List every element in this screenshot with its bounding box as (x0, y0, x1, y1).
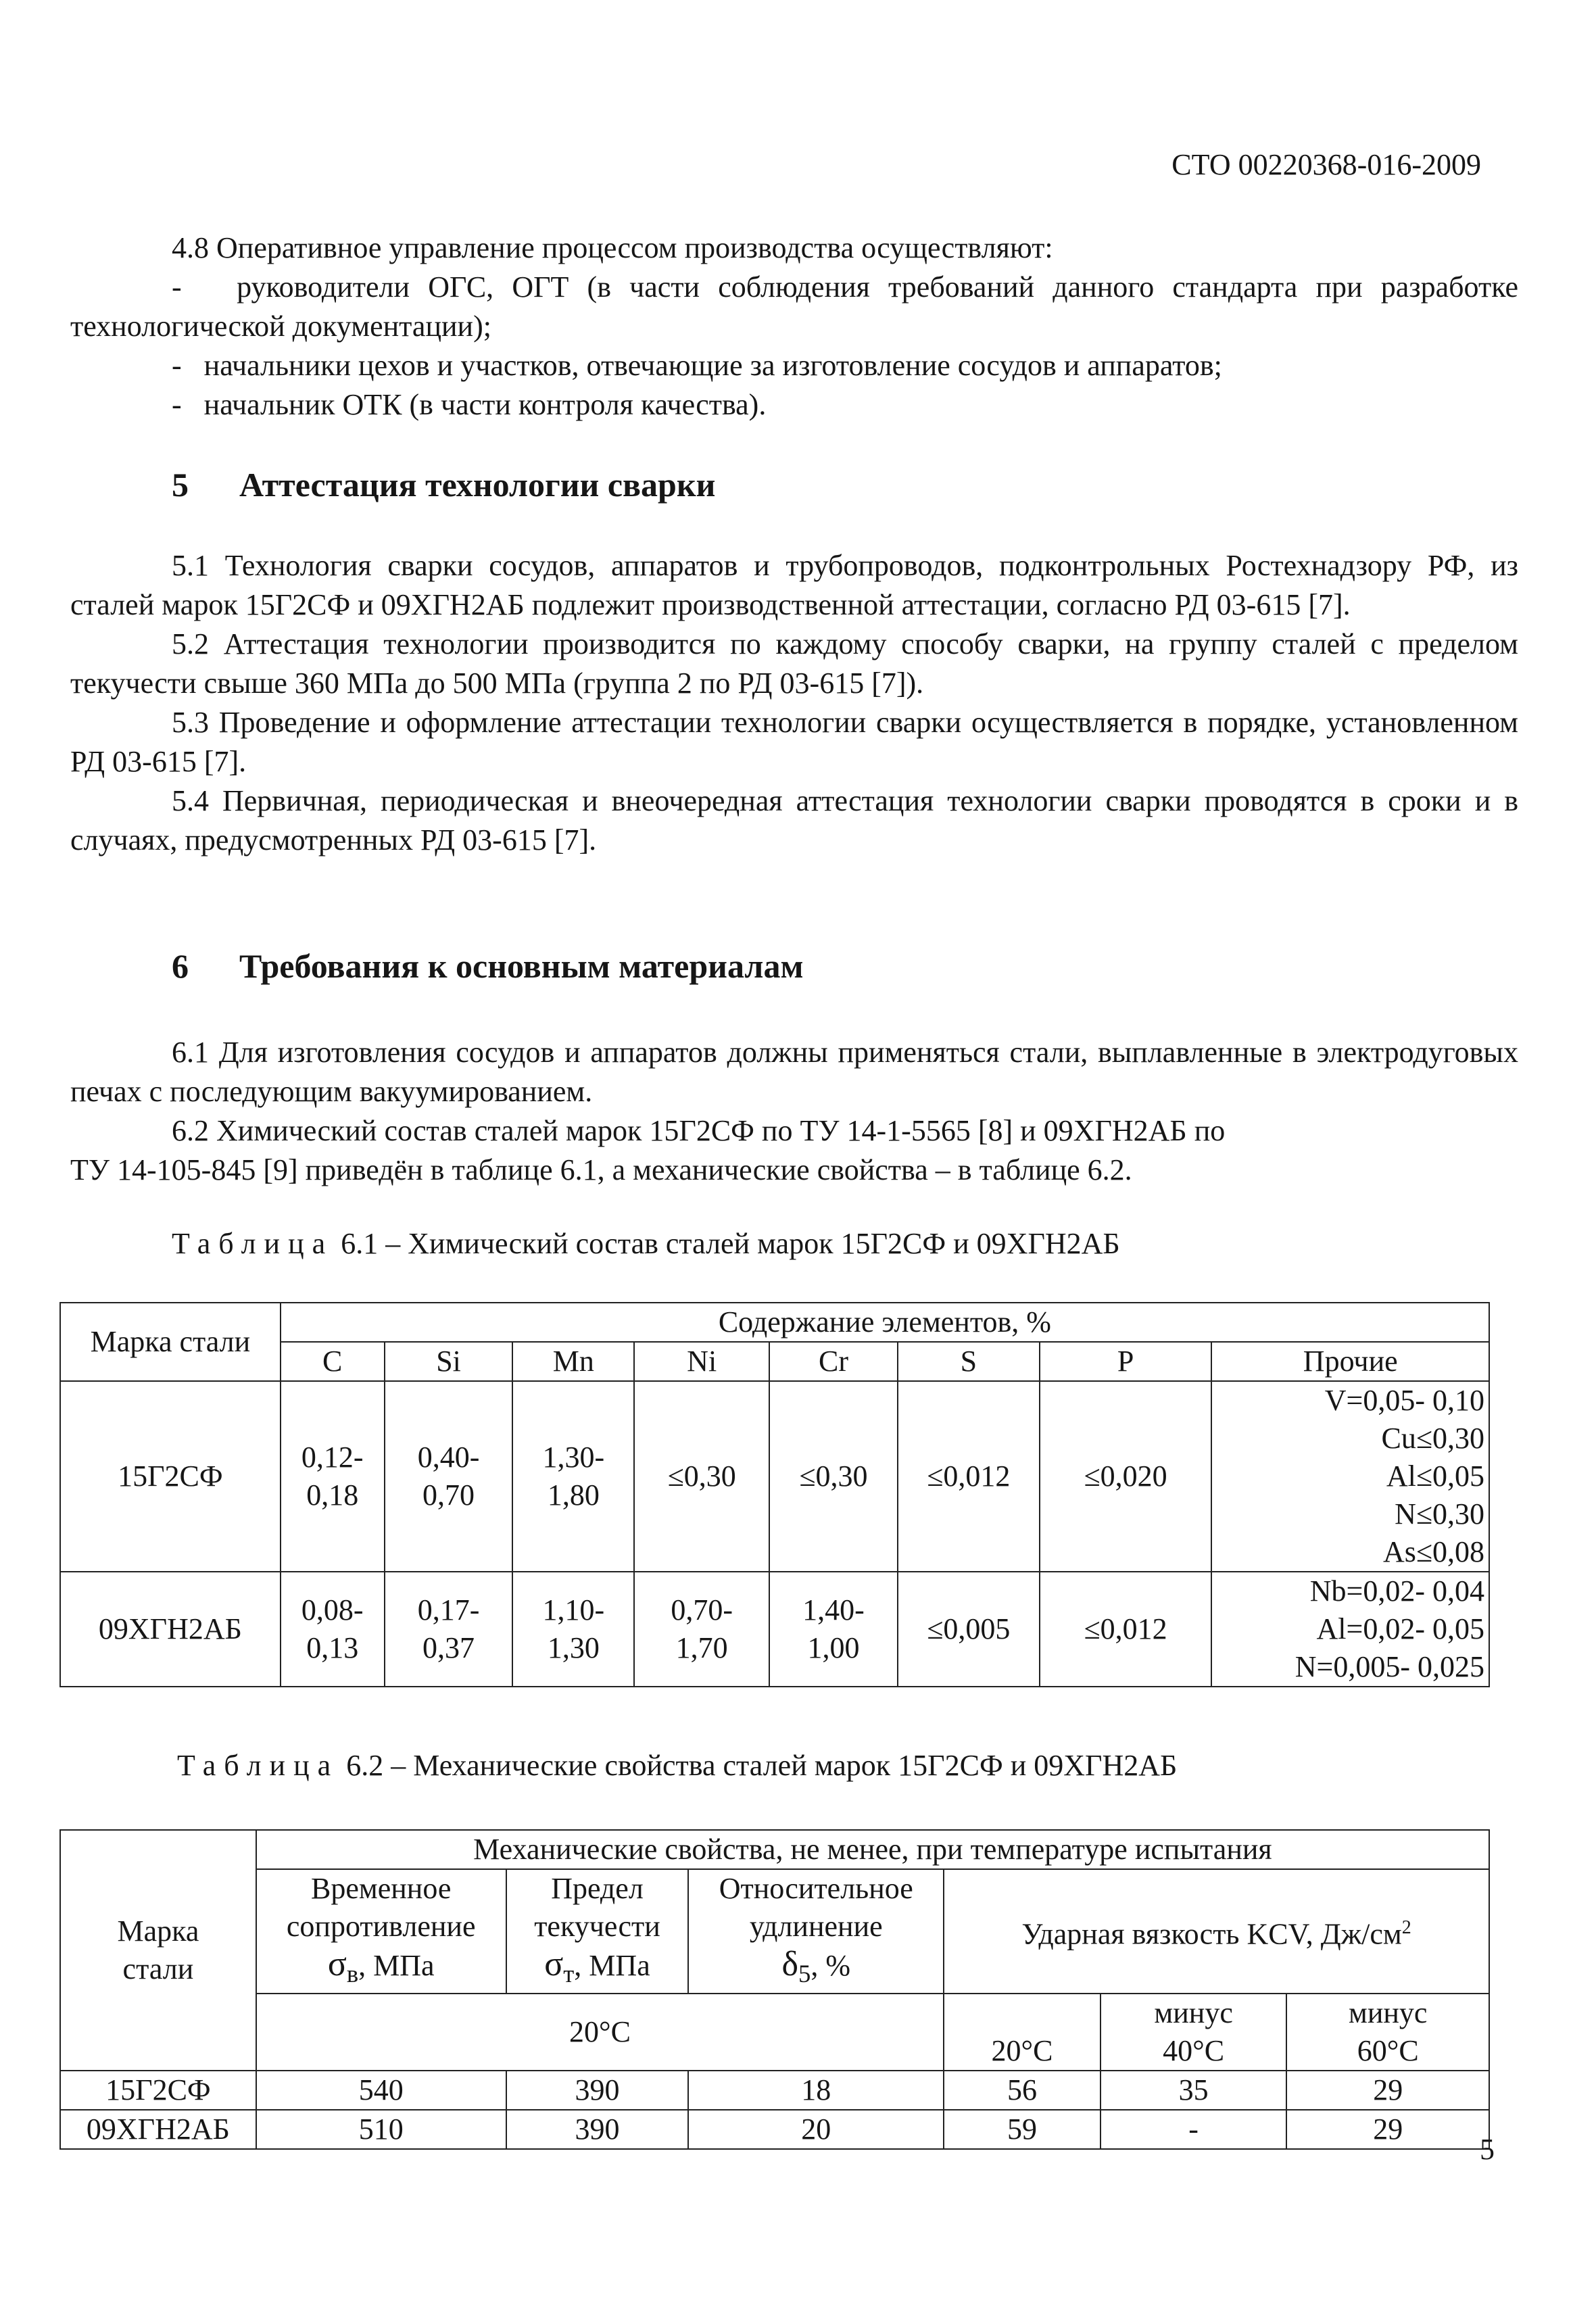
cell-tensile: 510 (256, 2110, 506, 2149)
list-item: - начальник ОТК (в части контроля качества). (172, 388, 767, 421)
column-header-other: Прочие (1211, 1342, 1489, 1381)
cell-grade: 15Г2СФ (60, 2071, 256, 2110)
column-header-grade: Марка стали (60, 1303, 281, 1381)
cell-elongation: 20 (688, 2110, 944, 2149)
column-header-s: S (898, 1342, 1040, 1381)
group-header-composition: Содержание элементов, % (281, 1303, 1489, 1342)
cell-s: ≤0,012 (898, 1381, 1040, 1572)
column-header-ni: Ni (634, 1342, 769, 1381)
cell-elongation: 18 (688, 2071, 944, 2110)
temp-header-20: 20°С (944, 1994, 1101, 2071)
temp-header-minus-60: минус 60°С (1286, 1994, 1489, 2071)
paragraph: 6.1 Для изготовления сосудов и аппаратов должны применяться стали, выплавленные в электродуговых печах с последующим вакуумированием. (70, 1036, 1518, 1108)
cell-p: ≤0,020 (1040, 1381, 1212, 1572)
cell-cr: 1,40- 1,00 (769, 1572, 898, 1687)
paragraph: 6.2 Химический состав сталей марок 15Г2СФ по ТУ 14-1-5565 [8] и 09ХГН2АБ по (172, 1114, 1226, 1147)
cell-s: ≤0,005 (898, 1572, 1040, 1687)
cell-yield: 390 (506, 2110, 689, 2149)
column-header-cr: Cr (769, 1342, 898, 1381)
cell-kcv-minus-40: - (1101, 2110, 1287, 2149)
temp-header-room: 20°С (256, 1994, 944, 2071)
cell-other: Nb=0,02- 0,04 Al=0,02- 0,05 N=0,005- 0,025 (1211, 1572, 1489, 1687)
cell-mn: 1,10- 1,30 (512, 1572, 634, 1687)
list-item: - руководители ОГС, ОГТ (в части соблюдения требований данного стандарта при разработке технологической документации); (70, 270, 1519, 343)
column-header-elongation: Относительное удлинение $\delta_5$, % (688, 1869, 944, 1994)
table-row (60, 1381, 1489, 1572)
paragraph: 5.1 Технология сварки сосудов, аппаратов и трубопроводов, подконтрольных Ростехнадзору РФ, из сталей марок 15Г2СФ и 09ХГН2АБ подлежит производственной аттестации, согласно РД 03-615 [7]. (70, 549, 1518, 621)
column-header-grade: Марка стали (60, 1830, 256, 2071)
cell-c: 0,12- 0,18 (281, 1381, 385, 1572)
cell-si: 0,17- 0,37 (385, 1572, 513, 1687)
cell-kcv-minus-40: 35 (1101, 2071, 1287, 2110)
cell-grade: 15Г2СФ (60, 1381, 281, 1572)
cell-grade: 09ХГН2АБ (60, 2110, 256, 2149)
column-header-si: Si (385, 1342, 513, 1381)
table-6-1 (59, 1302, 1490, 1687)
cell-cr: ≤0,30 (769, 1381, 898, 1572)
paragraph: ТУ 14-105-845 [9] приведён в таблице 6.1, а механические свойства – в таблице 6.2. (70, 1153, 1132, 1186)
column-header-yield: Предел текучести $\sigma_т$, МПа (506, 1869, 689, 1994)
cell-tensile: 540 (256, 2071, 506, 2110)
cell-si: 0,40- 0,70 (385, 1381, 513, 1572)
temp-header-minus-40: минус 40°С (1101, 1994, 1287, 2071)
table-6-2-caption: Таблица 6.2 – Механические свойства сталей марок 15Г2СФ и 09ХГН2АБ (177, 1749, 1178, 1782)
table-row (60, 2071, 1489, 2110)
table-row (60, 2110, 1489, 2149)
cell-yield: 390 (506, 2071, 689, 2110)
section-5-heading: 5 Аттестация технологии сварки (172, 466, 716, 504)
cell-ni: ≤0,30 (634, 1381, 769, 1572)
column-header-tensile: Временное сопротивление $\sigma_в$, МПа (256, 1869, 506, 1994)
document-code: СТО 00220368-016-2009 (1171, 148, 1481, 181)
cell-p: ≤0,012 (1040, 1572, 1212, 1687)
section-5-body (70, 546, 1518, 860)
section-4-8-intro: 4.8 Оперативное управление процессом производства осуществляют: (172, 231, 1053, 264)
column-header-mn: Mn (512, 1342, 634, 1381)
page-number: 5 (1480, 2133, 1495, 2166)
cell-kcv-minus-60: 29 (1286, 2071, 1489, 2110)
cell-kcv-20: 56 (944, 2071, 1101, 2110)
list-item: - начальники цехов и участков, отвечающие за изготовление сосудов и аппаратов; (172, 349, 1222, 382)
section-6-body (70, 1033, 1518, 1190)
column-header-c: C (281, 1342, 385, 1381)
cell-other: V=0,05- 0,10 Cu≤0,30 Al≤0,05 N≤0,30 As≤0,08 (1211, 1381, 1489, 1572)
paragraph: 5.4 Первичная, периодическая и внеочередная аттестация технологии сварки проводятся в сроки и в случаях, предусмотренных РД 03-615 [7]. (70, 784, 1518, 857)
cell-kcv-20: 59 (944, 2110, 1101, 2149)
column-header-p: P (1040, 1342, 1212, 1381)
column-header-impact: Ударная вязкость KCV, $Дж/см^2$ (944, 1869, 1489, 1994)
section-6-heading: 6 Требования к основным материалам (172, 947, 804, 985)
cell-kcv-minus-60: 29 (1286, 2110, 1489, 2149)
cell-ni: 0,70- 1,70 (634, 1572, 769, 1687)
table-row (60, 1572, 1489, 1687)
paragraph: 5.2 Аттестация технологии производится по каждому способу сварки, на группу сталей с пределом текучести свыше 360 МПа до 500 МПа (группа 2 по РД 03-615 [7]). (70, 627, 1518, 700)
section-4-8 (70, 228, 1518, 425)
cell-mn: 1,30- 1,80 (512, 1381, 634, 1572)
table-6-1-caption: Таблица 6.1 – Химический состав сталей марок 15Г2СФ и 09ХГН2АБ (172, 1227, 1120, 1260)
cell-c: 0,08- 0,13 (281, 1572, 385, 1687)
table-6-2 (59, 1829, 1490, 2150)
group-header-mechanical: Механические свойства, не менее, при температуре испытания (256, 1830, 1489, 1869)
paragraph: 5.3 Проведение и оформление аттестации технологии сварки осуществляется в порядке, установленном РД 03-615 [7]. (70, 706, 1518, 778)
cell-grade: 09ХГН2АБ (60, 1572, 281, 1687)
